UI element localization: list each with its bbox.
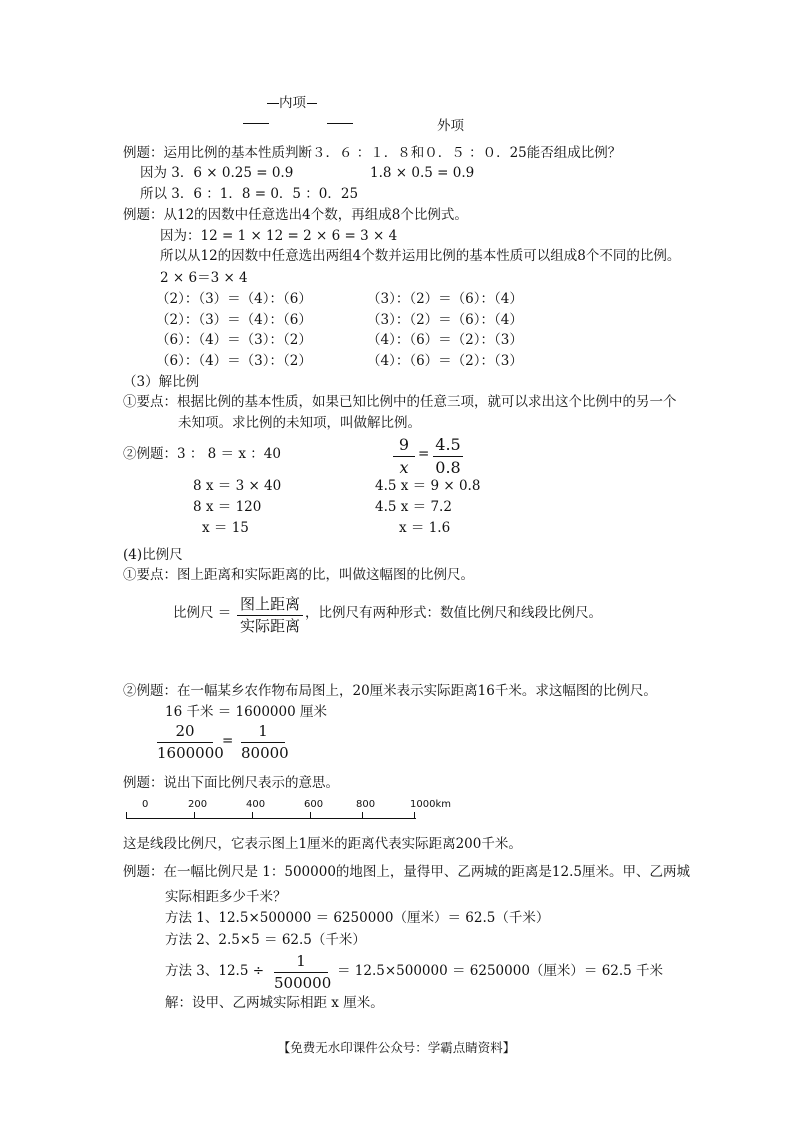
method-2: 方法 2、2.5×5 ＝ 62.5（千米） bbox=[165, 932, 366, 948]
equals-sign-2: = bbox=[222, 733, 234, 749]
fraction-4-5-over-0-8: 4.5 0.8 bbox=[433, 437, 463, 476]
fraction-20-over-1600000: 20 1600000 bbox=[157, 722, 224, 762]
right-step-2: 4.5 x ＝ 7.2 bbox=[375, 499, 452, 515]
equals-sign: = bbox=[418, 446, 430, 462]
example1-so: 所以 3．6 ：1．8 = 0．5 ：0．25 bbox=[140, 186, 359, 202]
tick-label-800: 800 bbox=[356, 799, 376, 810]
tick-label-1000km: 1000km bbox=[410, 799, 451, 810]
proportion-row-3-left: （6）：（4）＝（3）：（2） bbox=[156, 332, 312, 348]
fraction-1-over-500000: 1 500000 bbox=[274, 952, 332, 992]
proportion-row-2-right: （3）：（2）＝（6）：（4） bbox=[367, 312, 523, 328]
outer-term-label: 外项 bbox=[437, 118, 464, 134]
proportion-row-1-right: （3）：（2）＝（6）：（4） bbox=[367, 291, 523, 307]
example1-because-b: 1.8 × 0.5 = 0.9 bbox=[370, 165, 475, 181]
example2-equation: 2 × 6＝3 × 4 bbox=[160, 270, 248, 286]
right-step-1: 4.5 x ＝ 9 × 0.8 bbox=[375, 478, 481, 494]
scale-tick-600 bbox=[310, 812, 311, 818]
scale-tick-800 bbox=[362, 812, 363, 818]
fraction-1-over-80000: 1 80000 bbox=[241, 722, 289, 762]
tick-label-400: 400 bbox=[246, 799, 266, 810]
proportion-row-4-right: （4）：（6）＝（2）：（3） bbox=[367, 353, 523, 369]
inner-bracket-right-line bbox=[307, 103, 317, 104]
left-step-3: x ＝ 15 bbox=[202, 520, 249, 536]
section3-title: （3）解比例 bbox=[123, 374, 200, 390]
line-scale bbox=[120, 796, 470, 826]
scale-formula-label: 比例尺 ＝ bbox=[173, 605, 232, 621]
method-1: 方法 1、12.5×500000 ＝ 6250000（厘米）＝ 62.5（千米） bbox=[165, 910, 550, 926]
scale-example-answer: 这是线段比例尺，它表示图上1厘米的距离代表实际距离200千米。 bbox=[123, 836, 522, 852]
section4-example: ②例题：在一幅某乡农作物布局图上，20厘米表示实际距离16千米。求这幅图的比例尺。 bbox=[123, 683, 657, 699]
unit-conversion: 16 千米 ＝ 1600000 厘米 bbox=[165, 704, 327, 720]
example1-because: 因为 3．6 × 0.25 = 0.9 bbox=[140, 165, 294, 181]
example2-question: 例题：从12的因数中任意选出4个数，再组成8个比例式。 bbox=[123, 207, 468, 223]
tick-label-600: 600 bbox=[304, 799, 324, 810]
method-3-suffix: ＝ 12.5×500000 ＝ 6250000（厘米）＝ 62.5 千米 bbox=[337, 963, 664, 979]
left-step-2: 8 x ＝ 120 bbox=[193, 499, 262, 515]
section4-point: ①要点：图上距离和实际距离的比，叫做这幅图的比例尺。 bbox=[123, 567, 474, 583]
scale-tick-0 bbox=[126, 812, 127, 818]
section4-title: (4)比例尺 bbox=[123, 547, 183, 563]
example1-question: 例题：运用比例的基本性质判断３．６ ：１．８和０．５ ：０．25能否组成比例？ bbox=[123, 145, 622, 161]
footer-note: 【免费无水印课件公众号：学霸点睛资料】 bbox=[277, 1040, 516, 1055]
section3-example-label: ②例题：3 ： 8 ＝ x ：40 bbox=[123, 446, 281, 462]
last-example-question-line2: 实际相距多少千米？ bbox=[165, 889, 287, 905]
scale-formula-note: ，比例尺有两种形式：数值比例尺和线段比例尺。 bbox=[305, 605, 602, 621]
tick-label-200: 200 bbox=[188, 799, 208, 810]
proportion-row-4-left: （6）：（4）＝（3）：（2） bbox=[156, 353, 312, 369]
proportion-row-2-left: （2）：（3）＝（4）：（6） bbox=[156, 312, 312, 328]
scale-formula-fraction: 图上距离 实际距离 bbox=[237, 597, 303, 634]
example2-because: 因为：12 = 1 × 12 = 2 × 6 = 3 × 4 bbox=[160, 228, 398, 244]
section3-point-line1: ①要点：根据比例的基本性质，如果已知比例中的任意三项，就可以求出这个比例中的另一个 bbox=[123, 394, 677, 410]
section3-point-line2: 未知项。求比例的未知项，叫做解比例。 bbox=[178, 415, 421, 431]
method-3-prefix: 方法 3、12.5 ÷ bbox=[165, 963, 265, 979]
scale-tick-400 bbox=[252, 812, 253, 818]
scale-axis-line bbox=[126, 818, 416, 819]
scale-example-question: 例题：说出下面比例尺表示的意思。 bbox=[123, 775, 339, 791]
fraction-9-over-x: 9 x bbox=[393, 437, 415, 476]
example2-so: 所以从12的因数中任意选出两组4个数并运用比例的基本性质可以组成8个不同的比例。 bbox=[160, 248, 681, 264]
outer-bracket-right-line bbox=[327, 123, 353, 124]
scale-tick-1000 bbox=[414, 812, 415, 818]
scale-tick-200 bbox=[194, 812, 195, 818]
left-step-1: 8 x ＝ 3 × 40 bbox=[193, 478, 282, 494]
inner-term-label: 内项 bbox=[279, 95, 306, 111]
right-step-3: x ＝ 1.6 bbox=[399, 520, 451, 536]
proportion-row-1-left: （2）：（3）＝（4）：（6） bbox=[156, 291, 312, 307]
last-example-question-line1: 例题：在一幅比例尺是 1：500000的地图上，量得甲、乙两城的距离是12.5厘米。甲、乙两城 bbox=[123, 864, 690, 880]
inner-bracket-left-line bbox=[267, 103, 279, 104]
solution-line: 解：设甲、乙两城实际相距 x 厘米。 bbox=[165, 995, 384, 1011]
tick-label-0: 0 bbox=[142, 799, 149, 810]
proportion-row-3-right: （4）：（6）＝（2）：（3） bbox=[367, 332, 523, 348]
outer-bracket-left-line bbox=[243, 123, 269, 124]
